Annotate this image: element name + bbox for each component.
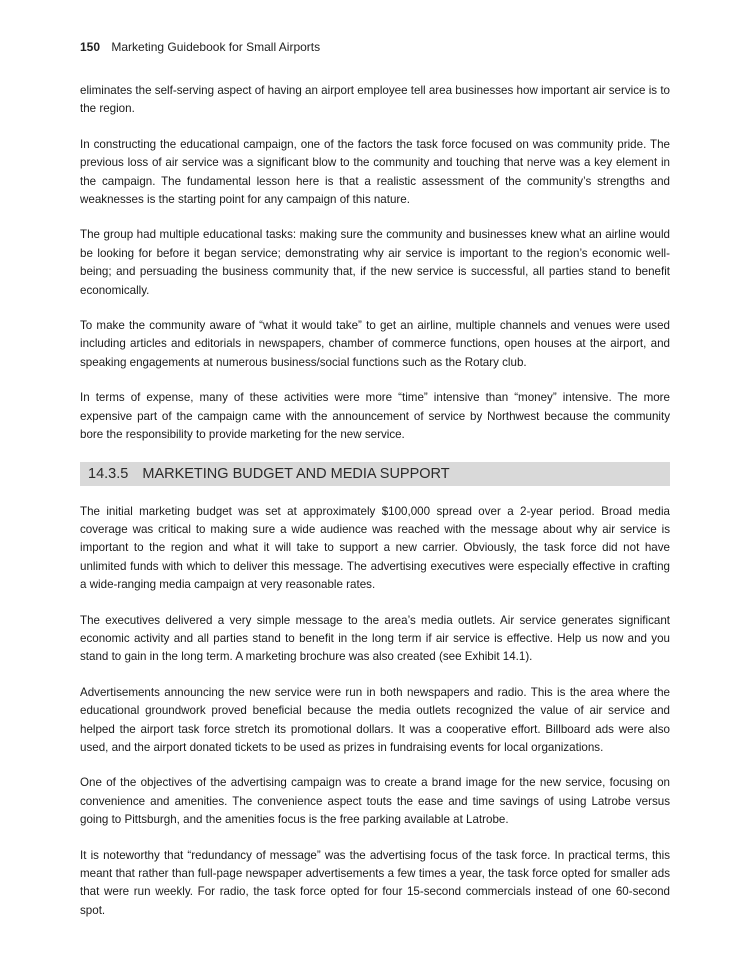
paragraph: To make the community aware of “what it would take” to get an airline, multiple channels and venues were used including articles and editorials in newspapers, chamber of commerce functions, open houses at the airport, and speaking engagements at numerous business/social functions such as the Rotary club. [80,319,670,369]
running-header [80,40,320,54]
paragraph: The initial marketing budget was set at approximately $100,000 spread over a 2-year period. Broad media coverage was critical to making sure a wide audience was reached with the message about why air service is important to the region and what it will take to support a new carrier. Obviously, the task force did not have unlimited funds with which to deliver this message. The advertising executives were especially effective in crafting a wide-ranging media campaign at very reasonable rates. [80,504,670,592]
section-heading [80,462,670,486]
section-number: 14.3.5 [88,465,129,482]
page-number: 150 [80,40,101,54]
paragraph: In constructing the educational campaign, one of the factors the task force focused on was community pride. The previous loss of air service was a significant blow to the community and touching that nerve was a key element in the campaign. The fundamental lesson here is that a realistic assessment of the community’s strengths and weaknesses is the starting point for any campaign of this nature. [80,137,670,207]
running-title: Marketing Guidebook for Small Airports [111,40,321,54]
paragraph: The group had multiple educational tasks: making sure the community and businesses knew what an airline would be looking for before it began service; demonstrating why air service is important to the region’s economic well-being; and persuading the business community that, if the new service is successful, all parties stand to benefit economically. [80,228,670,297]
paragraph: It is noteworthy that “redundancy of message” was the advertising focus of the task force. In practical terms, this meant that rather than full-page newspaper advertisements a few times a year, the task force opted for smaller ads that were run weekly. For radio, the task force opted for four 15-second commercials instead of one 60-second spot. [80,848,670,917]
section-title: MARKETING BUDGET AND MEDIA SUPPORT [142,465,450,482]
paragraph: One of the objectives of the advertising campaign was to create a brand image for the new service, focusing on convenience and amenities. The convenience aspect touts the ease and time savings of using Latrobe versus going to Pittsburgh, and the amenities focus is the free parking available at Latrobe. [80,776,670,827]
paragraph: Advertisements announcing the new service were run in both newspapers and radio. This is the area where the educational groundwork proved beneficial because the media outlets recognized the value of air service and helped the airport task force stretch its promotional dollars. It was a cooperative effort. Billboard ads were also used, and the airport donated tickets to be used as prizes in fundraising events for local organizations. [80,685,670,754]
body-text [80,82,670,937]
paragraph: The executives delivered a very simple message to the area’s media outlets. Air service generates significant economic activity and all parties stand to benefit in the long term if air service is effective. Help us now and you stand to gain in the long term. A marketing brochure was also created (see Exhibit 14.1). [80,613,670,664]
paragraph: eliminates the self-serving aspect of having an airport employee tell area businesses how important air service is to the region. [80,84,670,116]
paragraph: In terms of expense, many of these activities were more “time” intensive than “money” intensive. The more expensive part of the campaign came with the announcement of service by Northwest because the community bore the responsibility to provide marketing for the new service. [80,391,670,442]
